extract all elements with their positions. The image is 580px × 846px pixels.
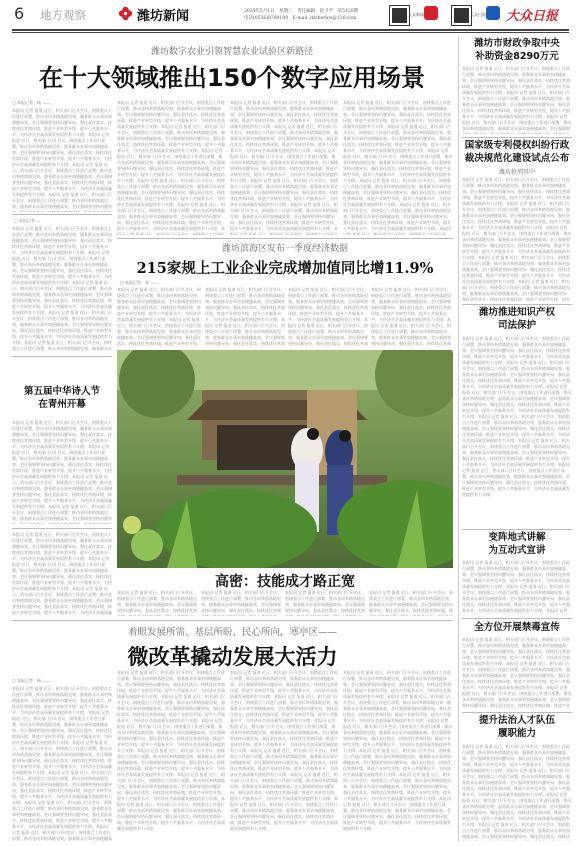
divider [462, 712, 572, 713]
right-subtitle-2: 潍坊位列其中 [498, 169, 535, 176]
column-title: 潍坊新闻 [137, 9, 190, 24]
right-headline-6-line1: 提升法治人才队伍 [478, 715, 555, 726]
qr-label: 大众日报 [470, 12, 486, 17]
right-headline-3-line1: 潍坊推进知识产权 [478, 307, 555, 318]
bottom-body-col1 [12, 686, 112, 841]
divider [462, 529, 572, 530]
bottom-body-col2 [117, 670, 225, 841]
right-headline-5[interactable] [462, 621, 572, 634]
bottom-subtitle: 着眼发展所需、基层所盼、民心所向，寒亭区—— [127, 627, 337, 638]
app-logo-icon [424, 6, 438, 20]
lead-body-col1 [12, 108, 112, 212]
industry-body-col1 [117, 287, 202, 347]
issue-meta-line1: 2024年5月1日 星期三 责任编辑 赵卫平 第5120期 [244, 9, 359, 14]
lead-headline[interactable]: 在十大领域推出150个数字应用场景 [38, 64, 426, 92]
right-headline-6[interactable] [462, 714, 572, 740]
poet-festival-headline[interactable] [12, 385, 112, 411]
qr-code-icon[interactable] [452, 6, 471, 25]
masthead-rule-thin [12, 32, 569, 33]
feature-photo[interactable] [117, 350, 453, 568]
divider [462, 304, 572, 305]
right-headline-2-line1: 国家级专利侵权纠纷行政 [464, 140, 570, 151]
industry-subtitle: 潍坊滨海区发布一季度经济数据 [221, 244, 348, 254]
lead-subtitle: 潍坊数字农业引领智慧农业试验区新路径 [150, 47, 313, 57]
divider [12, 214, 112, 215]
issue-meta [244, 8, 358, 22]
divider [462, 137, 572, 138]
photo-caption-col3 [285, 590, 365, 616]
photo-caption-col1 [117, 590, 197, 616]
poet-festival-line2: 在青州开幕 [38, 399, 86, 410]
qr-code-icon[interactable] [390, 6, 409, 25]
divider [12, 620, 453, 621]
right-body-6 [462, 744, 572, 841]
lead-byline: □ 本报记者 杨 —— [12, 100, 51, 105]
right-headline-4-line1: 变阵地式讲解 [488, 532, 546, 543]
right-headline-3-line2: 司法保护 [497, 320, 536, 331]
divider [12, 528, 112, 529]
masthead [0, 0, 580, 36]
left-brief-1 [12, 226, 112, 352]
bottom-body-col4 [343, 670, 453, 841]
industry-headline[interactable]: 215家规上工业企业完成增加值同比增11.9% [136, 260, 434, 277]
industry-byline: □ 本报记者 张 —— [120, 280, 159, 285]
left-brief-2 [12, 532, 112, 616]
right-headline-1-line1: 潍坊市财政争取中央 [474, 38, 560, 49]
app-logo-icon [486, 6, 500, 20]
bottom-byline: □ 本报记者 杨 —— [12, 678, 51, 683]
industry-body-col4 [371, 287, 453, 347]
flower-logo-icon [118, 6, 133, 21]
right-body-2 [462, 177, 572, 301]
poet-festival-body [12, 420, 112, 524]
bottom-body-col3 [230, 670, 338, 841]
photo-caption-col2 [201, 590, 281, 616]
divider [117, 238, 453, 239]
masthead-rule [12, 29, 569, 31]
right-headline-2-line2: 裁决规范化建设试点公布 [464, 153, 570, 164]
divider [462, 618, 572, 619]
photo-headline[interactable]: 高密：技能成才路正宽 [215, 574, 355, 590]
section-name: 地方观察 [40, 8, 86, 22]
page-number: 6 [14, 4, 25, 23]
right-headline-4-line2: 为互动式宣讲 [488, 545, 546, 556]
right-headline-2[interactable] [462, 139, 572, 165]
right-body-1 [462, 66, 572, 134]
right-headline-6-line2: 履职能力 [497, 728, 536, 739]
column-divider [458, 36, 459, 842]
paper-logo: 大众日报 [506, 9, 559, 24]
photo-caption-col4 [369, 590, 453, 616]
right-body-4 [462, 560, 572, 615]
bottom-headline[interactable]: 微改革撬动发展大活力 [127, 645, 338, 669]
poet-festival-line1: 第五届中华诗人节 [23, 386, 100, 397]
issue-meta-line2: 电话(0536)8789199 E-mail: dzrbwfxw@126.com [244, 16, 357, 21]
item-byline: □ 本报记者 — [14, 218, 41, 223]
divider [12, 356, 112, 357]
lead-body-col3 [230, 100, 338, 235]
right-headline-1-line2: 补助资金8290万元 [475, 51, 559, 62]
industry-body-col2 [205, 287, 285, 347]
lead-body-col4 [343, 100, 453, 235]
qr-label: 大众新闻 [408, 12, 424, 17]
lead-body-col2 [117, 100, 225, 235]
industry-body-col3 [288, 287, 368, 347]
right-headline-4[interactable] [462, 531, 572, 557]
right-headline-3[interactable] [462, 306, 572, 332]
right-body-5 [462, 637, 572, 709]
right-headline-1[interactable] [462, 37, 572, 63]
right-body-3 [462, 336, 572, 526]
right-headline-5-line1: 全方位开展禁毒宣传 [474, 622, 560, 633]
